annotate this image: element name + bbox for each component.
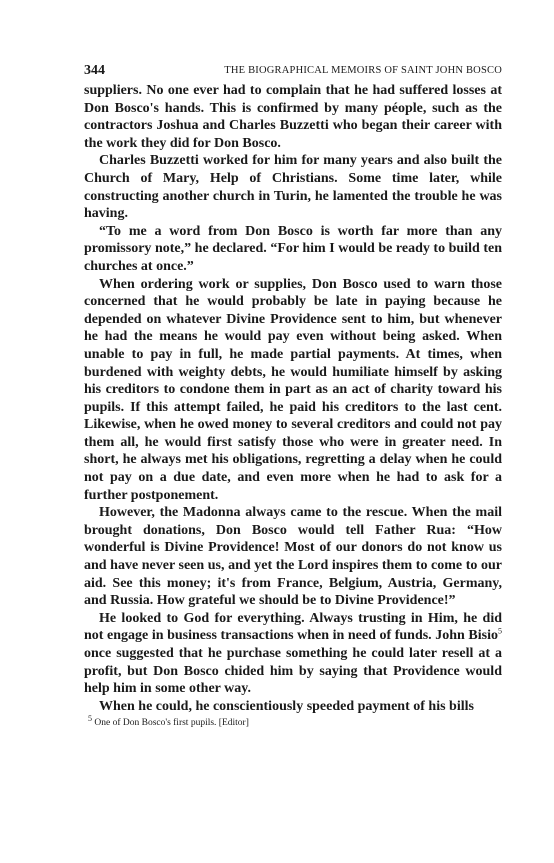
paragraph: suppliers. No one ever had to complain that he had suffered losses at Don Bosco's hands. This is confirmed by many péople, such as the contractors Joshua and Charles Buzzetti who began their career with the work they did for Don Bosco. — [84, 83, 502, 151]
body-text — [84, 82, 502, 715]
paragraph: When he could, he conscientiously speeded payment of his bills — [99, 698, 474, 714]
page-number: 344 — [84, 63, 105, 78]
footnote — [84, 714, 502, 730]
footnote-reference: 5 — [498, 626, 502, 636]
paragraph: However, the Madonna always came to the rescue. When the mail brought donations, Don Bosco would tell Father Rua: “How wonderful is Divine Providence! Most of our donors do not know us and have never seen us, and yet the Lord inspires them to come to our aid. See this money; it's from France, Belgium, Austria, Germany, and Russia. How grateful we should be to Divine Providence!” — [84, 505, 502, 609]
paragraph: When ordering work or supplies, Don Bosco used to warn those concerned that he would probably be late in paying because he depended on whatever Divine Providence sent to him, but whenever he had the means he would pay even without being asked. When unable to pay in full, he made partial payments. At times, when burdened with weighty debts, he would humiliate himself by asking his creditors to condone them in part as an act of charity toward his pupils. If this attempt failed, he paid his creditors to the last cent. Likewise, when he owed money to several creditors and could not pay them all, he would first satisfy those who were in greater need. In short, he always met his obligations, regretting a delay when he could not pay on a due date, and even more when he had to ask for a further postponement. — [84, 276, 502, 503]
footnote-text: One of Don Bosco's first pupils. [Editor] — [92, 718, 249, 729]
footnote-marker: 5 — [88, 714, 92, 724]
paragraph: “To me a word from Don Bosco is worth far more than any promissory note,” he declared. “For him I would be ready to build ten churches at once.” — [84, 223, 502, 274]
running-title: THE BIOGRAPHICAL MEMOIRS OF SAINT JOHN BOSCO — [224, 65, 502, 76]
paragraph: Charles Buzzetti worked for him for many years and also built the Church of Mary, Help of Christians. Some time later, while constructing another church in Turin, he lamented the trouble he was having. — [84, 153, 502, 222]
paragraph-text: once suggested that he purchase something he could later resell at a profit, but Don Bosco chided him by saying that Providence would help him in some other way. — [84, 646, 502, 697]
book-page — [84, 62, 502, 730]
paragraph — [84, 610, 502, 698]
paragraph-text: He looked to God for everything. Always trusting in Him, he did not engage in business transactions when in need of funds. John Bisio — [84, 610, 502, 644]
running-head — [84, 62, 502, 80]
